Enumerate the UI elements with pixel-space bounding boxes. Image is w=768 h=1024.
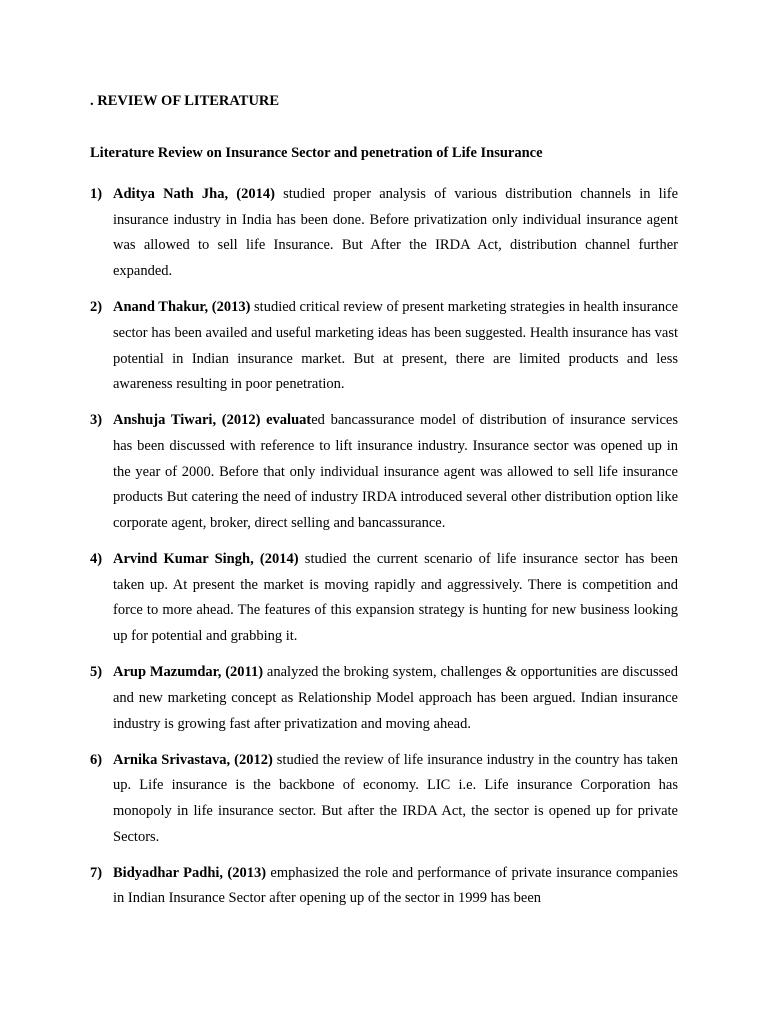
list-item bbox=[90, 660, 678, 737]
section-heading: . REVIEW OF LITERATURE bbox=[90, 93, 280, 109]
reference-author: Arup Mazumdar, (2011) bbox=[113, 664, 264, 681]
reference-author: Anshuja Tiwari, (2012) evaluat bbox=[113, 412, 312, 429]
list-item-body bbox=[113, 182, 678, 285]
reference-author: Arvind Kumar Singh, (2014) bbox=[113, 551, 299, 568]
reference-text: analyzed the broking system, challenges & opportunities are discussed and new marketing concept as Relationship Model approach has been argued. Indian insurance industry is growing fast after privatization and moving ahead. bbox=[113, 664, 678, 732]
reference-author: Anand Thakur, (2013) bbox=[113, 299, 251, 316]
list-item-number: 1) bbox=[90, 186, 103, 202]
reference-text: studied proper analysis of various distribution channels in life insurance industry in India has been done. Before privatization only individual insurance agent was allowed to sell life Insurance. But After the IRDA Act, distribution channel further expanded. bbox=[113, 186, 678, 280]
list-item-number: 2) bbox=[90, 299, 103, 316]
list-item-body bbox=[113, 547, 678, 650]
list-item-body bbox=[113, 861, 678, 912]
list-item-body bbox=[113, 295, 678, 398]
reference-author: Bidyadhar Padhi, (2013) bbox=[113, 864, 267, 881]
list-item bbox=[90, 408, 678, 537]
list-item bbox=[90, 748, 678, 851]
reference-text: studied the review of life insurance industry in the country has taken up. Life insurance is the backbone of economy. LIC i.e. Life insurance Corporation has monopoly in life insurance sector. But after the IRDA Act, the sector is opened up for private Sectors. bbox=[113, 751, 678, 845]
list-item-body bbox=[113, 660, 678, 737]
reference-text: ed bancassurance model of distribution of insurance services has been discussed with reference to lift insurance industry. Insurance sector was opened up in the year of 2000. Before that only individual insurance agent was allowed to sell life insurance products But catering the need of industry IRDA introduced several other distribution option like corporate agent, broker, direct selling and bancassurance. bbox=[113, 412, 679, 532]
reference-list bbox=[90, 182, 678, 922]
reference-text: emphasized the role and performance of private insurance companies in Indian Insurance Sector after opening up of the sector in 1999 has been bbox=[113, 864, 678, 907]
list-item-body bbox=[113, 748, 678, 851]
list-item-number: 7) bbox=[90, 864, 103, 881]
reference-text: studied critical review of present marketing strategies in health insurance sector has been availed and useful marketing ideas has been suggested. Health insurance has vast potential in Indian insurance market. But at present, there are limited products and less awareness resulting in poor penetration. bbox=[113, 299, 679, 393]
list-item bbox=[90, 861, 678, 912]
reference-author: Aditya Nath Jha, (2014) bbox=[113, 186, 275, 202]
list-item bbox=[90, 547, 678, 650]
list-item-number: 3) bbox=[90, 412, 103, 429]
sub-heading: Literature Review on Insurance Sector and penetration of Life Insurance bbox=[90, 145, 543, 161]
list-item-number: 6) bbox=[90, 751, 103, 768]
list-item bbox=[90, 295, 678, 398]
reference-text: studied the current scenario of life insurance sector has been taken up. At present the market is moving rapidly and aggressively. There is competition and force to more ahead. The features of this expansion strategy is hunting for new business looking up for potential and grabbing it. bbox=[113, 551, 678, 645]
reference-author: Arnika Srivastava, (2012) bbox=[113, 751, 273, 768]
list-item-body bbox=[113, 408, 678, 537]
list-item-number: 4) bbox=[90, 551, 103, 568]
list-item-number: 5) bbox=[90, 664, 103, 681]
list-item bbox=[90, 182, 678, 285]
